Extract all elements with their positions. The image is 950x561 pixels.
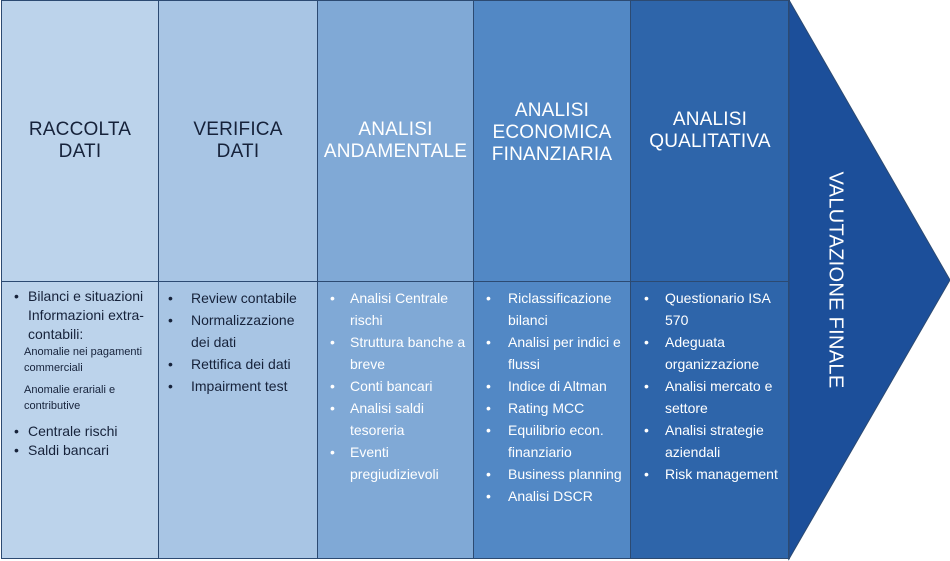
list-item: • Eventi pregiudizievoli xyxy=(318,441,473,485)
stage-header xyxy=(631,1,789,281)
stage-item-list xyxy=(474,287,630,507)
list-item: • Review contabile xyxy=(159,287,317,309)
stage-title xyxy=(29,119,131,163)
final-stage-text: VALUTAZIONE FINALE xyxy=(824,171,847,389)
stage-item-list xyxy=(159,287,317,397)
list-item: • Business planning xyxy=(474,463,630,485)
arrow-shape xyxy=(788,0,950,559)
list-item: • Analisi per indici e flussi xyxy=(474,331,630,375)
stage-analisi-economica-finanziaria xyxy=(473,0,631,559)
stage-title xyxy=(324,119,467,163)
stage-header xyxy=(159,1,317,281)
title-line: ECONOMICA xyxy=(492,122,612,143)
list-item: • Bilanci e situazioni Informazioni extra-contabili: xyxy=(2,287,158,344)
list-item: • Rettifica dei dati xyxy=(159,353,317,375)
title-line: RACCOLTA xyxy=(28,119,132,140)
list-item: • Questionario ISA 570 xyxy=(631,287,789,331)
list-item: • Adeguata organizzazione xyxy=(631,331,789,375)
header-divider xyxy=(2,281,158,282)
header-divider xyxy=(631,281,789,282)
list-item: • Analisi Centrale rischi xyxy=(318,287,473,331)
header-divider xyxy=(474,281,630,282)
title-line: DATI xyxy=(58,141,102,162)
list-item: • Impairment test xyxy=(159,375,317,397)
header-divider xyxy=(318,281,473,282)
title-line: ANALISI xyxy=(358,119,433,140)
list-item: • Conti bancari xyxy=(318,375,473,397)
stage-title xyxy=(649,109,771,153)
list-item: • Centrale rischi xyxy=(2,422,158,441)
list-item: • Normalizzazione dei dati xyxy=(159,309,317,353)
list-item: • Equilibrio econ. finanziario xyxy=(474,419,630,463)
title-line: QUALITATIVA xyxy=(649,131,771,152)
stage-title xyxy=(193,119,282,163)
header-divider xyxy=(159,281,317,282)
list-item: • Rating MCC xyxy=(474,397,630,419)
stage-header xyxy=(474,1,630,281)
stage-item-list xyxy=(318,287,473,485)
stage-header xyxy=(318,1,473,281)
title-line: VERIFICA xyxy=(193,119,283,140)
title-line: FINANZIARIA xyxy=(491,144,613,165)
stage-analisi-qualitativa xyxy=(630,0,790,559)
stage-raccolta-dati xyxy=(1,0,159,559)
list-item: • Analisi strategie aziendali xyxy=(631,419,789,463)
stage-item-list xyxy=(2,287,158,460)
list-item: • Struttura banche a breve xyxy=(318,331,473,375)
stage-title xyxy=(492,100,612,166)
stage-item-list xyxy=(631,287,789,485)
sub-item: Anomalie nei pagamenti commerciali xyxy=(24,346,143,374)
stage-header xyxy=(2,1,158,281)
stage-verifica-dati xyxy=(158,0,318,559)
sub-item: Anomalie erariali e contributive xyxy=(24,384,116,412)
final-stage-arrow xyxy=(788,0,950,561)
title-line: ANDAMENTALE xyxy=(323,141,468,162)
list-item: • Indice di Altman xyxy=(474,375,630,397)
list-item: • Analisi saldi tesoreria xyxy=(318,397,473,441)
list-item: • Saldi bancari xyxy=(2,441,158,460)
title-line: ANALISI xyxy=(672,109,748,130)
list-item: • Risk management xyxy=(631,463,789,485)
stage-analisi-andamentale xyxy=(317,0,474,559)
list-item: • Analisi mercato e settore xyxy=(631,375,789,419)
list-item: • Analisi DSCR xyxy=(474,485,630,507)
title-line: DATI xyxy=(216,141,260,162)
title-line: ANALISI xyxy=(514,100,590,121)
list-item: • Riclassificazione bilanci xyxy=(474,287,630,331)
